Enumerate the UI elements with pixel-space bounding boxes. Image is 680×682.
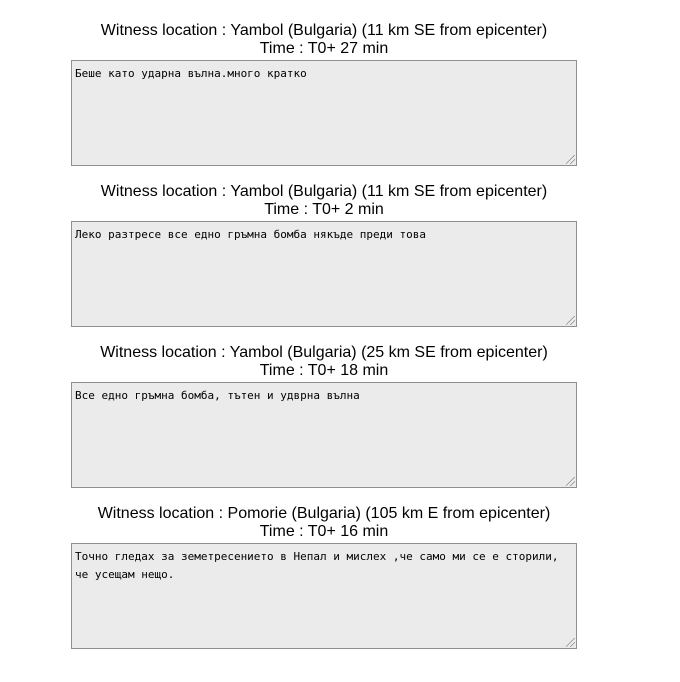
- witness-location-line: [0, 183, 648, 201]
- witness-location-value: Yambol (Bulgaria) (25 km SE from epicenter): [229, 344, 548, 361]
- testimony-block: [0, 183, 648, 241]
- time-line: [0, 40, 648, 58]
- testimony-text: Все едно гръмна бомба, тътен и удврна вълна: [75, 389, 360, 402]
- resize-grip-icon[interactable]: [566, 638, 575, 647]
- testimony-textarea[interactable]: [71, 543, 577, 649]
- witness-location-prefix: Witness location :: [100, 183, 231, 200]
- witness-location-line: [0, 22, 648, 40]
- time-value: T0+ 2 min: [312, 201, 384, 218]
- time-prefix: Time :: [264, 201, 313, 218]
- time-prefix: Time :: [259, 362, 308, 379]
- witness-location-value: Yambol (Bulgaria) (11 km SE from epicenter): [230, 183, 548, 200]
- witness-location-line: [0, 344, 648, 362]
- witness-location-value: Yambol (Bulgaria) (11 km SE from epicenter): [230, 22, 548, 39]
- time-value: T0+ 27 min: [307, 40, 389, 57]
- time-prefix: Time :: [259, 523, 308, 540]
- testimony-block: [0, 22, 648, 80]
- time-line: [0, 523, 648, 541]
- time-line: [0, 362, 648, 380]
- testimony-textarea[interactable]: [71, 221, 577, 327]
- resize-grip-icon[interactable]: [566, 316, 575, 325]
- witness-location-line: [0, 505, 648, 523]
- testimony-text: Леко разтресе все едно гръмна бомба някъде преди това: [75, 228, 426, 241]
- testimony-block: [0, 344, 648, 402]
- time-value: T0+ 16 min: [307, 523, 389, 540]
- witness-location-prefix: Witness location :: [100, 22, 231, 39]
- testimony-block: [0, 505, 648, 581]
- witness-location-value: Pomorie (Bulgaria) (105 km E from epicenter): [227, 505, 551, 522]
- time-line: [0, 201, 648, 219]
- resize-grip-icon[interactable]: [566, 155, 575, 164]
- time-prefix: Time :: [259, 40, 308, 57]
- witness-location-prefix: Witness location :: [100, 344, 230, 361]
- testimony-text: Точно гледах за земетресението в Непал и мислех ,че само ми се е сторили, че усещам нещо.: [75, 550, 566, 581]
- time-value: T0+ 18 min: [307, 362, 389, 379]
- testimony-text: Беше като ударна вълна.много кратко: [75, 67, 307, 80]
- resize-grip-icon[interactable]: [566, 477, 575, 486]
- witness-location-prefix: Witness location :: [97, 505, 228, 522]
- testimony-textarea[interactable]: [71, 382, 577, 488]
- testimony-textarea[interactable]: [71, 60, 577, 166]
